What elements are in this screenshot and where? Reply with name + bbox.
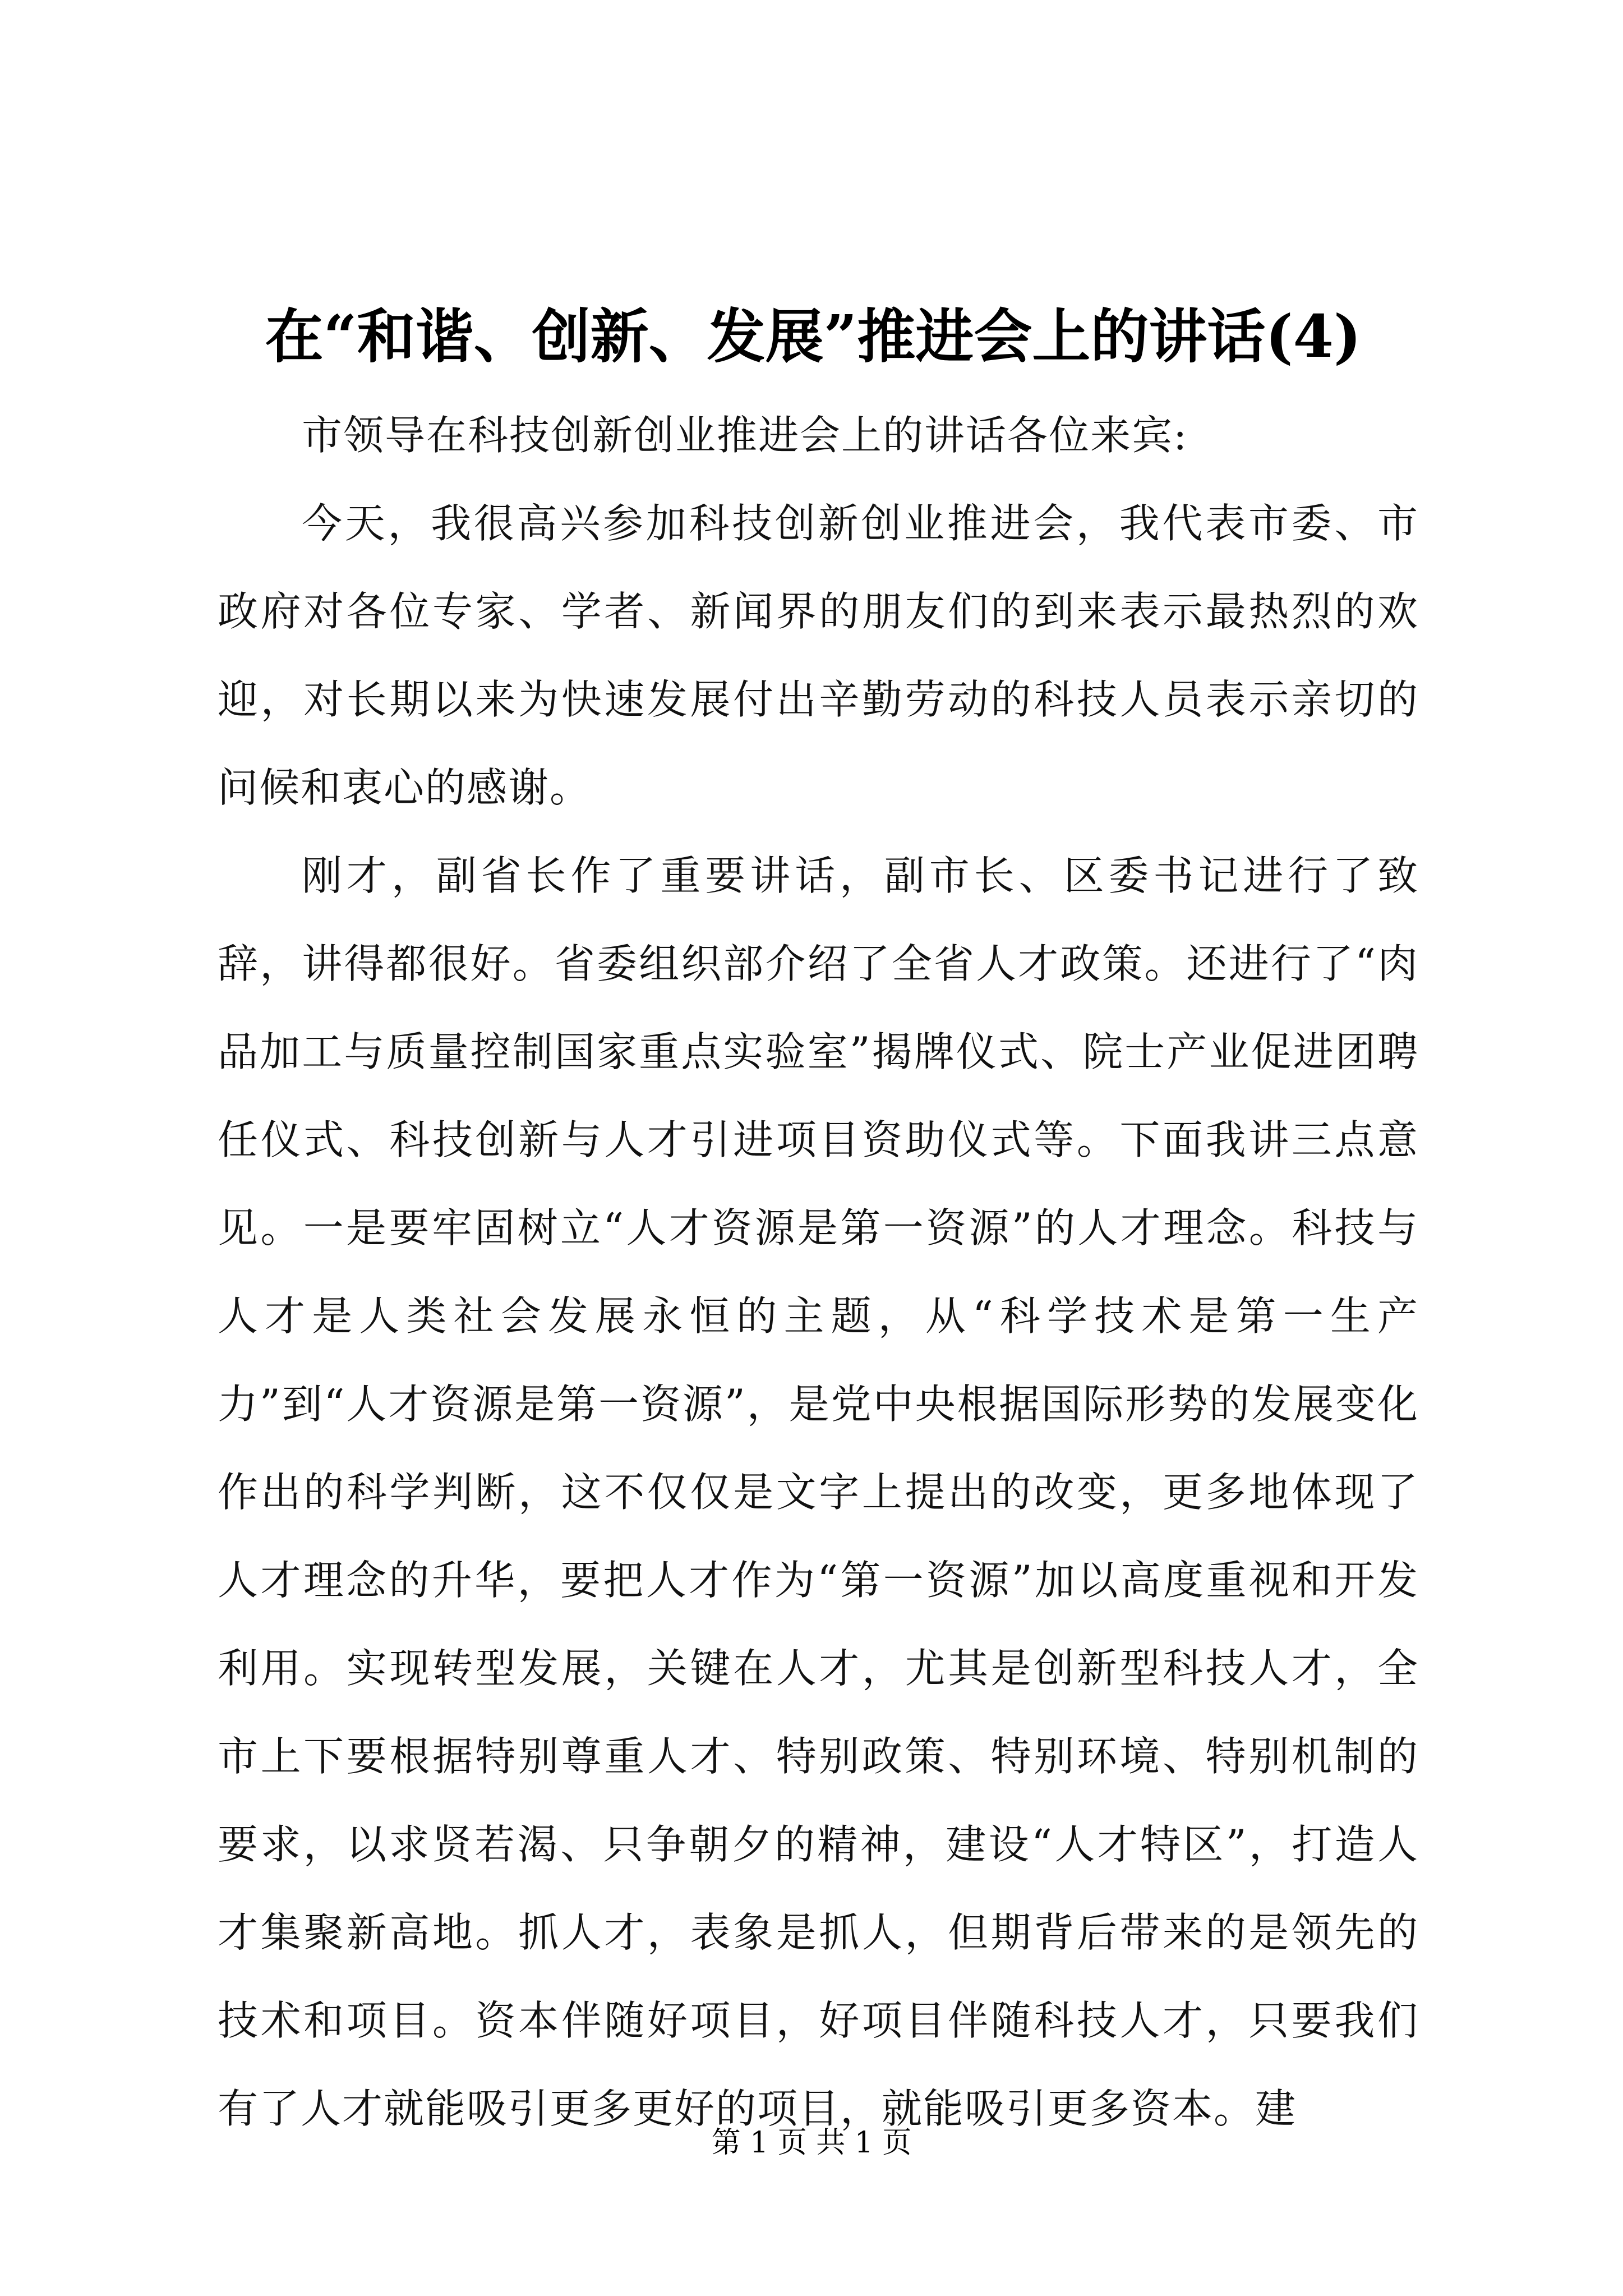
paragraph-welcome: 今天，我很高兴参加科技创新创业推进会，我代表市委、市政府对各位专家、学者、新闻界的朋友们的到来表示最热烈的欢迎，对长期以来为快速发展付出辛勤劳动的科技人员表示亲切的问候和衷心的感谢。 [218, 500, 1419, 811]
document-body [218, 392, 1419, 2153]
document-title: 在“和谐、创新、发展”推进会上的讲话(4) [265, 302, 1362, 371]
page-number-footer: 第 1 页 共 1 页 [711, 2126, 912, 2160]
paragraph-greeting: 市领导在科技创新创业推进会上的讲话各位来宾: [302, 412, 1188, 459]
paragraph-main: 刚才，副省长作了重要讲话，副市长、区委书记进行了致辞，讲得都很好。省委组织部介绍了全省人才政策。还进行了“肉品加工与质量控制国家重点实验室”揭牌仪式、院士产业促进团聘任仪式、科技创新与人才引进项目资助仪式等。下面我讲三点意见。一是要牢固树立“人才资源是第一资源”的人才理念。科技与人才是人类社会发展永恒的主题，从“科学技术是第一生产力”到“人才资源是第一资源”，是党中央根据国际形势的发展变化作出的科学判断，这不仅仅是文字上提出的改变，更多地体现了人才理念的升华，要把人才作为“第一资源”加以高度重视和开发利用。实现转型发展，关键在人才，尤其是创新型科技人才，全市上下要根据特别尊重人才、特别政策、特别环境、特别机制的要求，以求贤若渴、只争朝夕的精神，建设“人才特区”，打造人才集聚新高地。抓人才，表象是抓人，但期背后带来的是领先的技术和项目。资本伴随好项目，好项目伴随科技人才，只要我们有了人才就能吸引更多更好的项目，就能吸引更多资本。建 [218, 852, 1419, 2132]
